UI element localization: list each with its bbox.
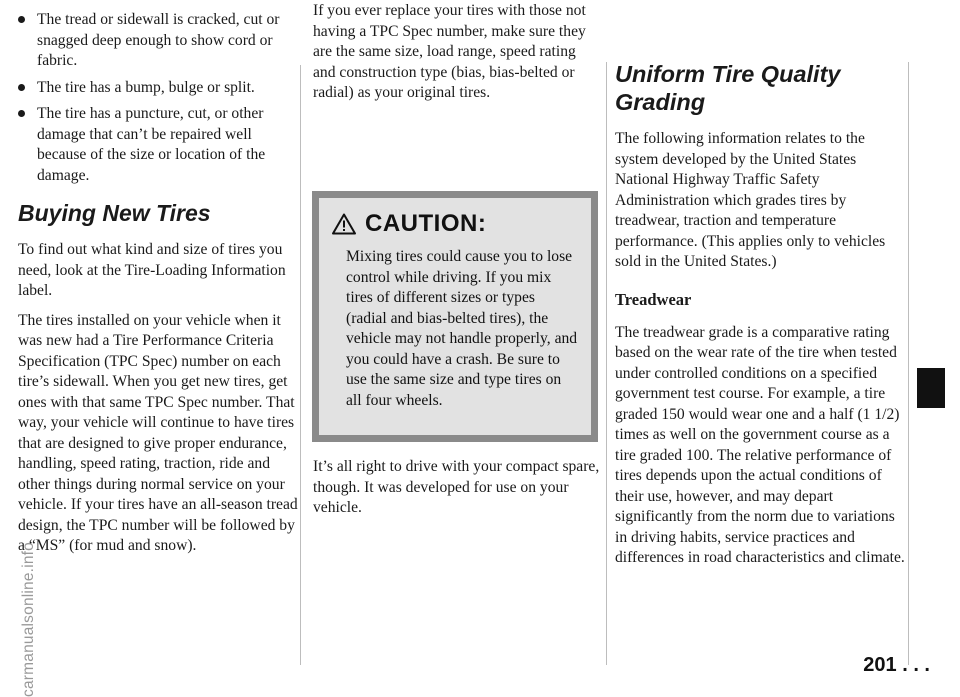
column-rule-middle xyxy=(606,62,607,665)
column-rule-right xyxy=(908,62,909,665)
bullet-item xyxy=(18,78,300,99)
watermark xyxy=(0,0,37,697)
column-rule-left xyxy=(300,65,301,665)
tire-loading-paragraph: To find out what kind and size of tires you need, look at the Tire-Loading Information label. xyxy=(18,241,286,299)
buying-new-tires-heading: Buying New Tires xyxy=(18,200,211,226)
bullet-text: The tire has a puncture, cut, or other damage that can’t be repaired well because of the size or location of the damage. xyxy=(37,105,266,184)
page-number: 201 . . . xyxy=(863,654,930,676)
damage-bullet-list xyxy=(18,10,300,186)
bullet-dot-icon xyxy=(18,110,25,117)
bullet-item xyxy=(18,104,300,186)
section-thumb-tab xyxy=(917,368,945,408)
treadwear-subheading: Treadwear xyxy=(615,289,692,309)
caution-title-text: CAUTION: xyxy=(365,210,487,237)
middle-column xyxy=(313,0,600,104)
middle-column-lower xyxy=(313,457,600,519)
compact-spare-paragraph: It’s all right to drive with your compact spare, though. It was developed for use on your vehicle. xyxy=(313,458,600,516)
bullet-text: The tire has a bump, bulge or split. xyxy=(37,78,255,96)
caution-title xyxy=(332,210,579,238)
tpc-spec-paragraph: The tires installed on your vehicle when it was new had a Tire Performance Criteria Specification (TPC Spec) number on each tire’s sidewall. When you get new tires, get ones with that same TPC Spec number. That way, your vehicle will continue to have tires that are designed to give proper endurance, handling, speed rating, traction, ride and other things during normal service on your vehicle. If your tires have an all-season tread design, the TPC number will be followed by a “MS” (for mud and snow). xyxy=(18,311,298,554)
right-column xyxy=(615,0,907,569)
bullet-dot-icon xyxy=(18,16,25,23)
replace-tires-paragraph: If you ever replace your tires with those not having a TPC Spec number, make sure they are the same size, load range, speed rating and construction type (bias, bias-belted or radial) as your original tires. xyxy=(313,2,586,101)
bullet-item xyxy=(18,10,300,72)
warning-triangle-icon xyxy=(332,213,356,235)
watermark-text: carmanualsonline.info xyxy=(20,542,37,697)
uniform-tire-quality-heading: Uniform Tire Quality Grading xyxy=(615,61,841,115)
grading-intro-paragraph: The following information relates to the system developed by the United States National Highway Traffic Safety Administration which grades tires by treadwear, traction and temperature performance. (This applies only to vehicles sold in the United States.) xyxy=(615,130,886,270)
treadwear-paragraph: The treadwear grade is a comparative rating based on the wear rate of the tire when tested under controlled conditions on a specified government test course. For example, a tire graded 150 would wear one and a half (1 1/2) times as well on the government course as a tire graded 100. The relative performance of tires depends upon the actual conditions of their use, however, and may depart significantly from the norm due to variations in driving habits, service practices and differences in road characteristics and climate. xyxy=(615,323,905,566)
caution-inner xyxy=(319,198,591,435)
caution-box xyxy=(312,191,598,442)
caution-text: Mixing tires could cause you to lose control while driving. If you mix tires of different sizes or types (radial and bias-belted tires), the vehicle may not handle properly, and you could have a crash. Be sure to use the same size and type tires on all four wheels. xyxy=(346,248,578,409)
bullet-dot-icon xyxy=(18,84,25,91)
bullet-text: The tread or sidewall is cracked, cut or snagged deep enough to show cord or fabric. xyxy=(37,11,280,69)
left-column xyxy=(18,0,300,557)
